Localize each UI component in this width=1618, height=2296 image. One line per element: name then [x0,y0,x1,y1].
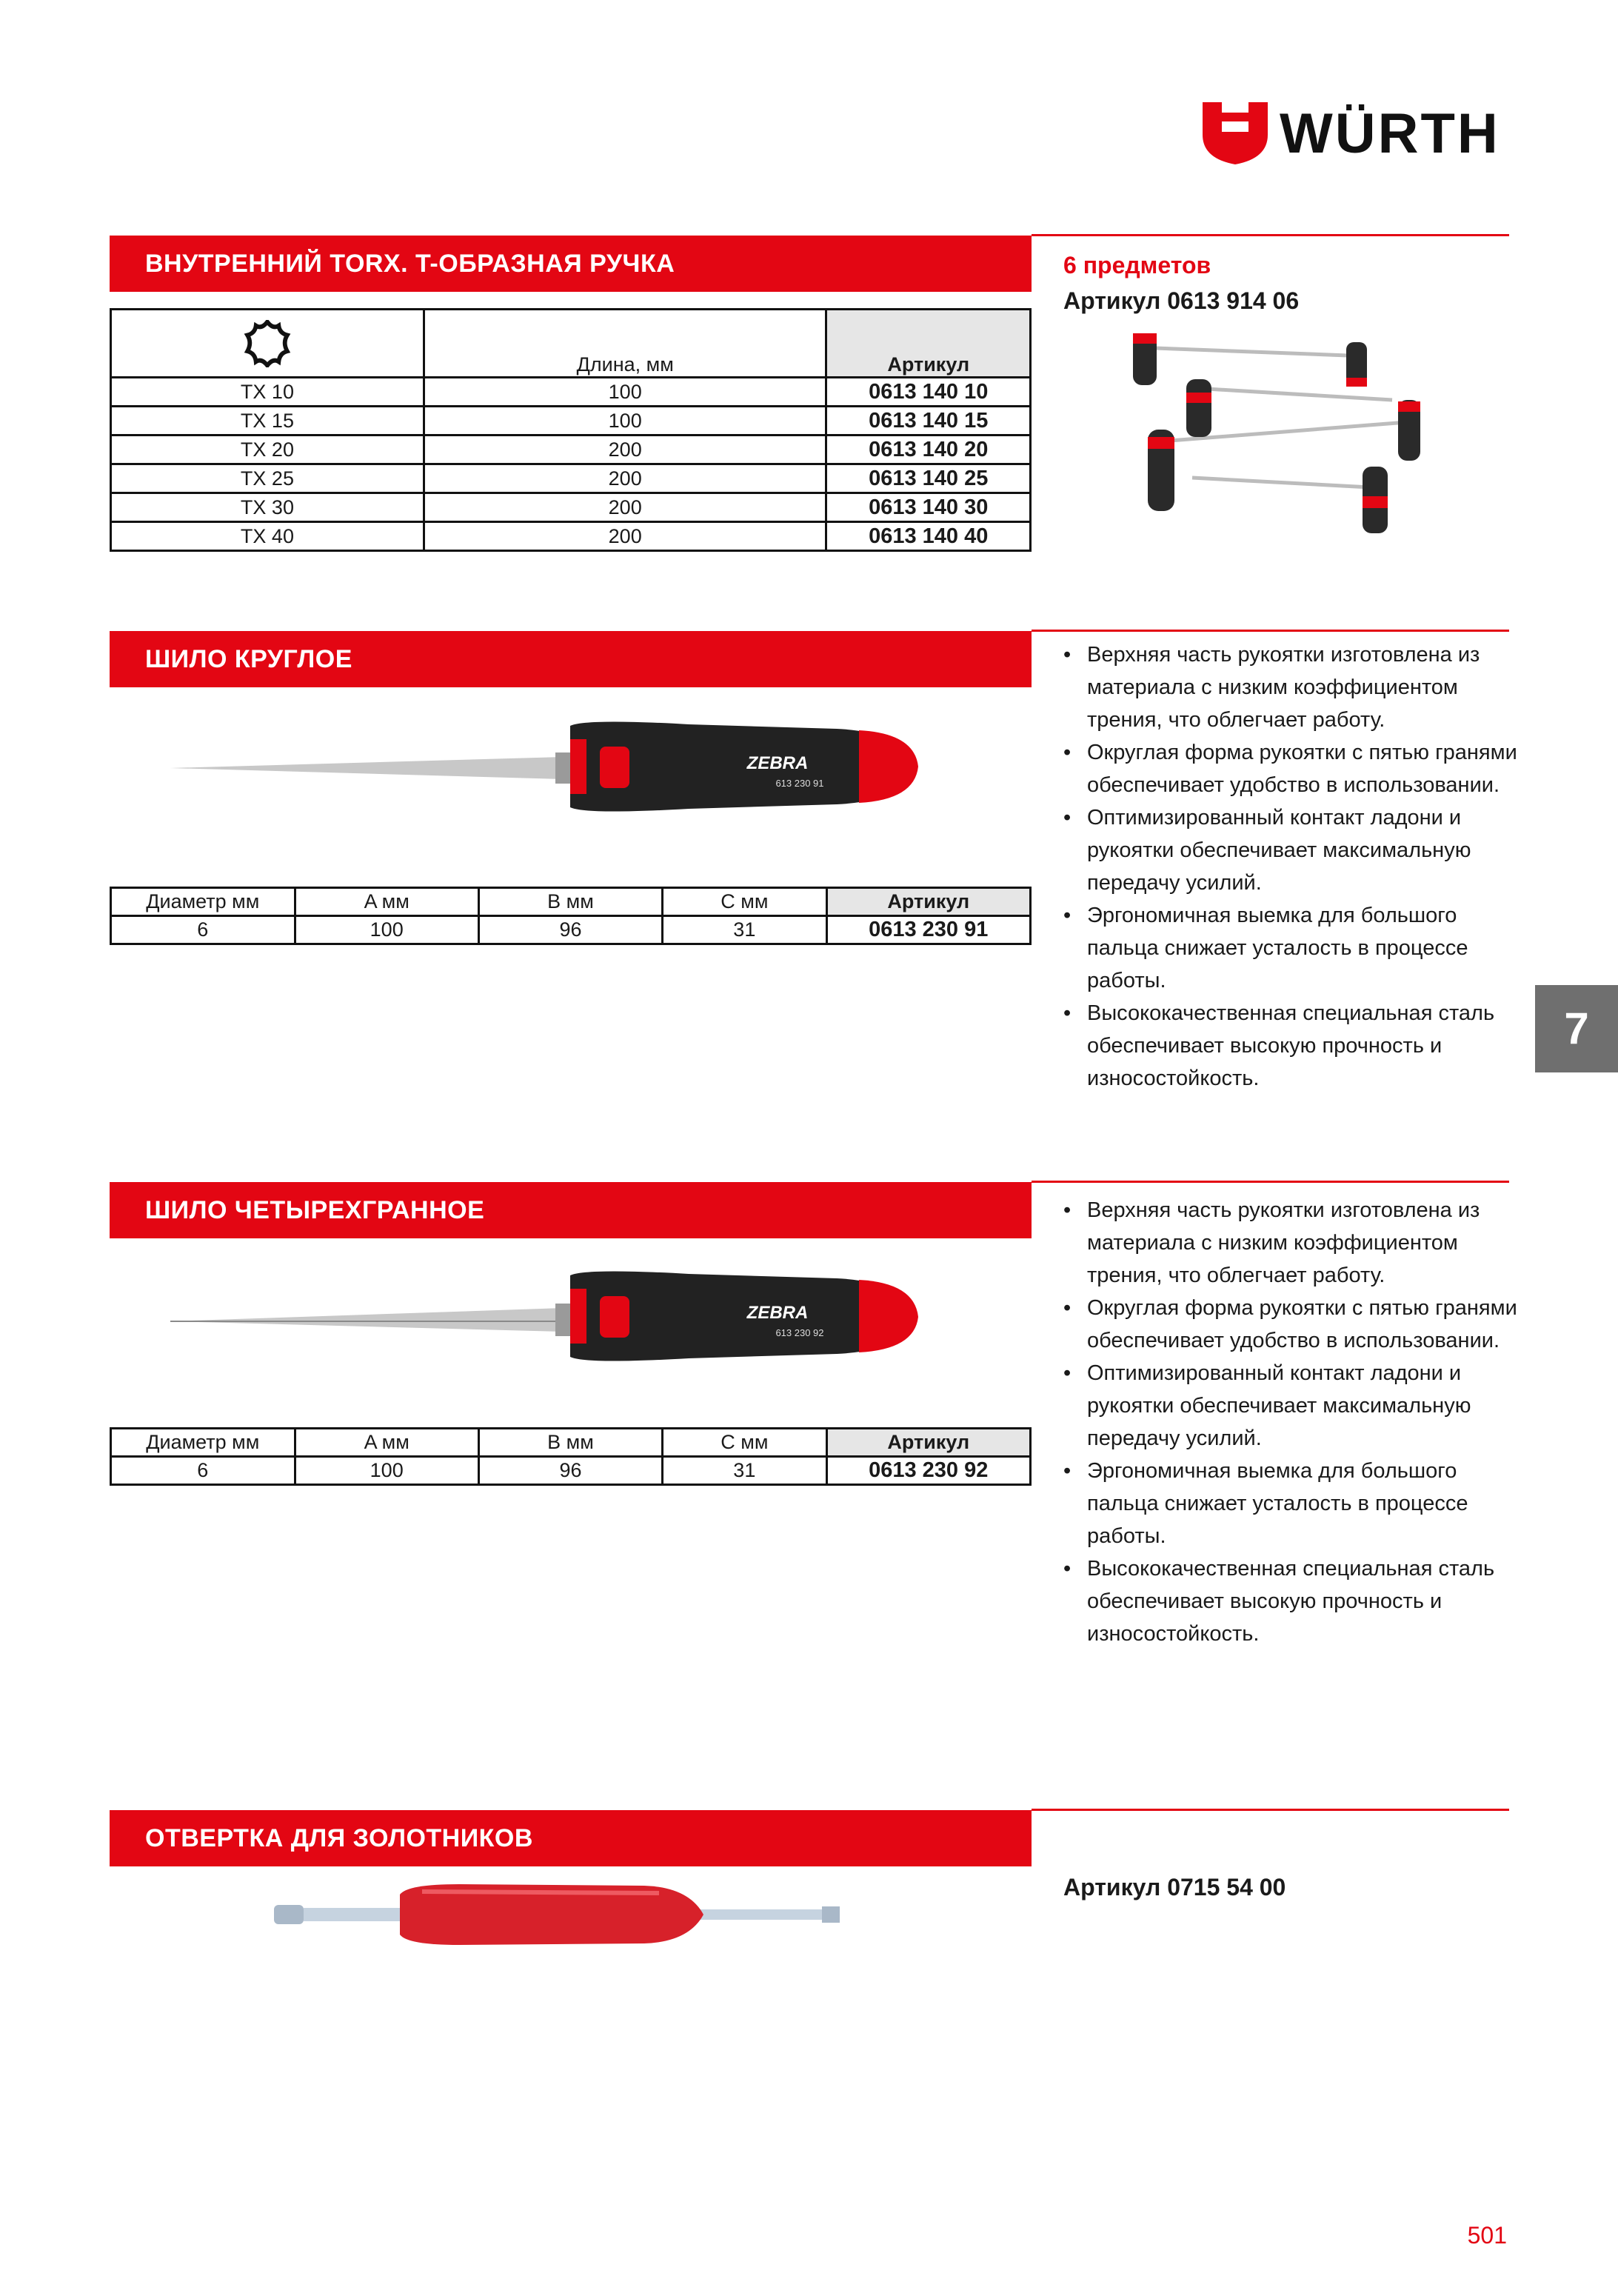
diameter-cell: 6 [111,916,295,944]
a-cell: 100 [295,1457,478,1485]
table-row [111,1457,1031,1485]
feature-item: • Округлая форма рукоятки с пятью гранями обеспечивает удобство в использовании. [1063,736,1522,801]
size-cell: TX 25 [111,464,424,493]
wurth-logo [1200,96,1511,170]
length-cell: 100 [424,407,826,435]
section-rule [1032,1809,1509,1811]
round-awl-image [170,711,926,822]
section-tab: 7 [1535,985,1618,1072]
feature-item: • Оптимизированный контакт ладони и рукоятки обеспечивает максимальную передачу усилий. [1063,801,1522,899]
c-cell: 31 [663,1457,826,1485]
feature-item: • Высококачественная специальная сталь обеспечивает высокую прочность и износостойкость. [1063,1552,1522,1650]
brand-name: WÜRTH [1280,102,1500,165]
column-header: C мм [663,888,826,916]
c-cell: 31 [663,916,826,944]
t-handle-set-image [1126,318,1466,555]
length-cell: 200 [424,493,826,522]
handle-brand-label: ZEBRA [746,753,809,773]
handle-code-label: 613 230 91 [775,778,824,789]
table-row [111,522,1031,551]
column-header-article: Артикул [826,1429,1030,1457]
table-row [111,493,1031,522]
awl-round-features [1063,638,1522,1095]
column-header: A мм [295,1429,478,1457]
awl-square-features [1063,1194,1522,1650]
column-header-article: Артикул [826,888,1030,916]
length-cell: 200 [424,464,826,493]
feature-item: • Верхняя часть рукоятки изготовлена из материала с низким коэффициентом трения, что облегчает работу. [1063,1194,1522,1292]
table-row [111,916,1031,944]
handle-brand-label: ZEBRA [746,1303,809,1323]
feature-item: • Оптимизированный контакт ладони и рукоятки обеспечивает максимальную передачу усилий. [1063,1357,1522,1455]
column-header: Диаметр мм [111,1429,295,1457]
article-cell: 0613 230 92 [826,1457,1030,1485]
section-rule [1032,630,1509,632]
feature-item: • Высококачественная специальная сталь обеспечивает высокую прочность и износостойкость. [1063,997,1522,1095]
article-cell: 0613 140 15 [826,407,1031,435]
feature-item: • Верхняя часть рукоятки изготовлена из материала с низким коэффициентом трения, что облегчает работу. [1063,638,1522,736]
diameter-cell: 6 [111,1457,295,1485]
size-cell: TX 10 [111,378,424,407]
length-cell: 200 [424,522,826,551]
handle-code-label: 613 230 92 [775,1327,824,1338]
awl-square-table [110,1427,1032,1486]
column-header: B мм [478,888,662,916]
awl-round-table [110,887,1032,945]
length-cell: 100 [424,378,826,407]
section-title-awl-round: ШИЛО КРУГЛОЕ [110,631,1032,687]
set-count: 6 предметов [1063,252,1211,278]
column-header-article: Артикул [826,310,1031,378]
feature-item: • Эргономичная выемка для большого пальца снижает усталость в процессе работы. [1063,899,1522,997]
b-cell: 96 [478,1457,662,1485]
table-row [111,464,1031,493]
section-title-awl-square: ШИЛО ЧЕТЫРЕХГРАННОЕ [110,1182,1032,1238]
feature-item: • Округлая форма рукоятки с пятью гранями обеспечивает удобство в использовании. [1063,1292,1522,1357]
section-title-torx: ВНУТРЕННИЙ TORX. T-ОБРАЗНАЯ РУЧКА [110,236,1032,292]
torx-table [110,308,1032,552]
table-row [111,407,1031,435]
article-cell: 0613 140 25 [826,464,1031,493]
table-header-row [111,888,1031,916]
length-cell: 200 [424,435,826,464]
table-header-row [111,1429,1031,1457]
section-title-valve: ОТВЕРТКА ДЛЯ ЗОЛОТНИКОВ [110,1810,1032,1866]
section-rule [1032,1181,1509,1183]
page-number: 501 [1467,2222,1507,2249]
size-cell: TX 40 [111,522,424,551]
column-header: B мм [478,1429,662,1457]
torx-star-icon [111,310,424,378]
size-cell: TX 30 [111,493,424,522]
size-cell: TX 20 [111,435,424,464]
column-header: A мм [295,888,478,916]
table-row [111,435,1031,464]
b-cell: 96 [478,916,662,944]
article-cell: 0613 140 40 [826,522,1031,551]
valve-article: Артикул 0715 54 00 [1063,1874,1286,1900]
article-cell: 0613 230 91 [826,916,1030,944]
table-row [111,378,1031,407]
wurth-logo-icon [1200,96,1271,167]
feature-item: • Эргономичная выемка для большого пальца снижает усталость в процессе работы. [1063,1455,1522,1552]
article-cell: 0613 140 10 [826,378,1031,407]
a-cell: 100 [295,916,478,944]
size-cell: TX 15 [111,407,424,435]
set-article: Артикул 0613 914 06 [1063,287,1300,314]
article-cell: 0613 140 30 [826,493,1031,522]
section-rule [1032,234,1509,236]
column-header: Длина, мм [424,310,826,378]
column-header: Диаметр мм [111,888,295,916]
valve-screwdriver-image [274,1881,852,1948]
article-cell: 0613 140 20 [826,435,1031,464]
column-header: C мм [663,1429,826,1457]
table-header-row [111,310,1031,378]
square-awl-image [170,1259,926,1370]
